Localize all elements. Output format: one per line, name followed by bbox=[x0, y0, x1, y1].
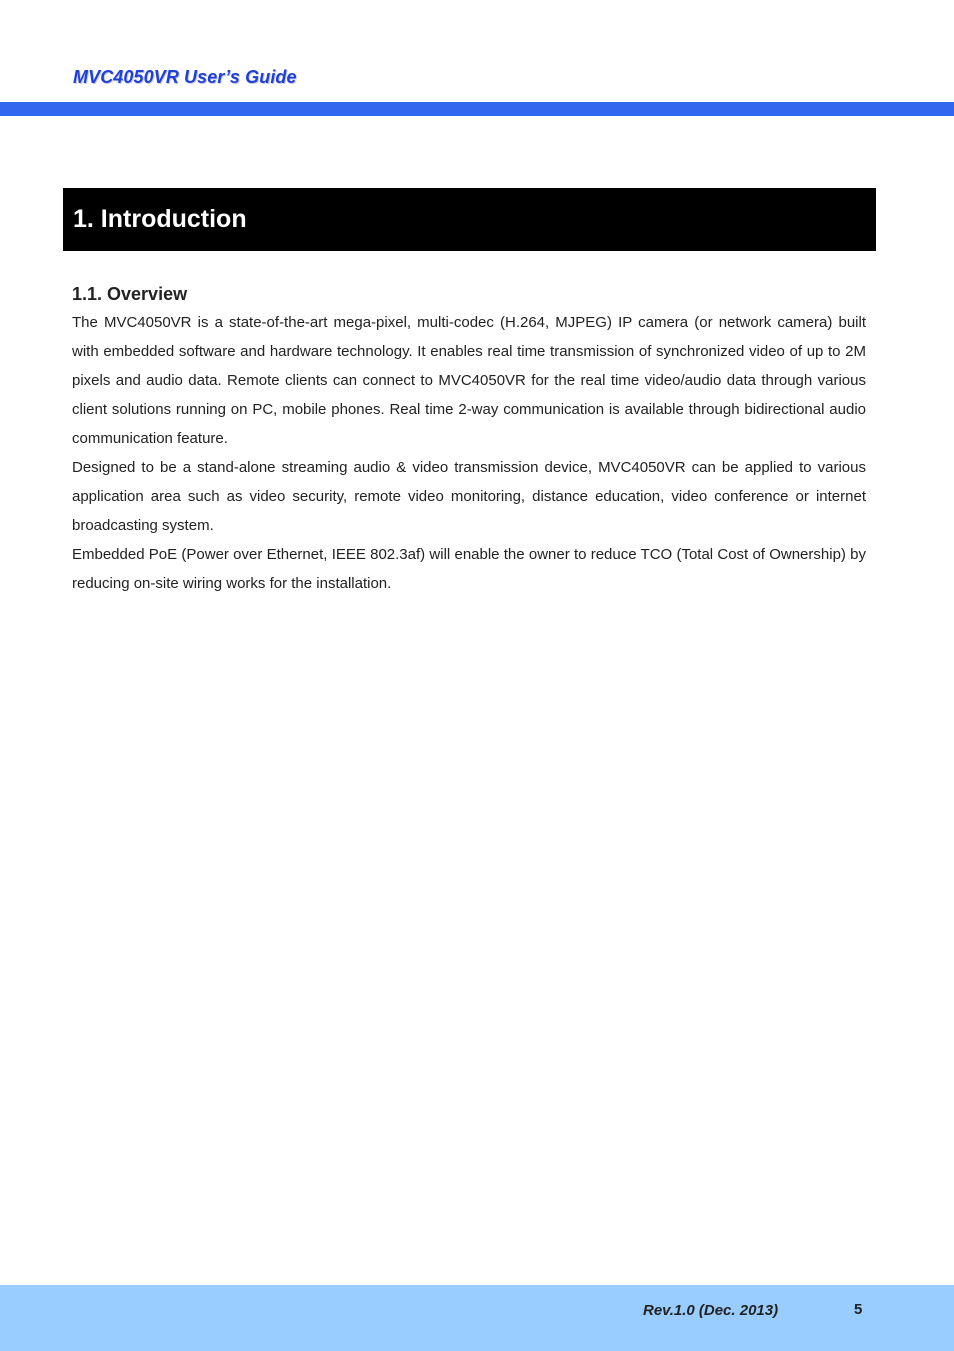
paragraph: Designed to be a stand-alone streaming audio & video transmission device, MVC4050VR can be applied to various application area such as video security, remote video monitoring, distance education, video conference or internet broadcasting system. bbox=[72, 459, 866, 534]
doc-title: MVC4050VR User’s Guide bbox=[73, 67, 297, 87]
section-body bbox=[72, 308, 866, 598]
footer-bar bbox=[0, 1285, 954, 1351]
chapter-heading-box bbox=[63, 188, 876, 251]
section-title: 1.1. Overview bbox=[72, 284, 188, 304]
paragraph: The MVC4050VR is a state-of-the-art mega-pixel, multi-codec (H.264, MJPEG) IP camera (or network camera) built with embedded software and hardware technology. It enables real time transmission of synchronized video of up to 2M pixels and audio data. Remote clients can connect to MVC4050VR for the real time video/audio data through various client solutions running on PC, mobile phones. Real time 2-way communication is available through bidirectional audio communication feature. bbox=[72, 314, 866, 447]
footer-revision: Rev.1.0 (Dec. 2013) bbox=[643, 1302, 779, 1319]
paragraph: Embedded PoE (Power over Ethernet, IEEE 802.3af) will enable the owner to reduce TCO (Total Cost of Ownership) by reducing on-site wiring works for the installation. bbox=[72, 546, 866, 592]
page-number: 5 bbox=[854, 1301, 863, 1318]
header-bar bbox=[0, 102, 954, 116]
chapter-title: 1. Introduction bbox=[73, 205, 247, 233]
